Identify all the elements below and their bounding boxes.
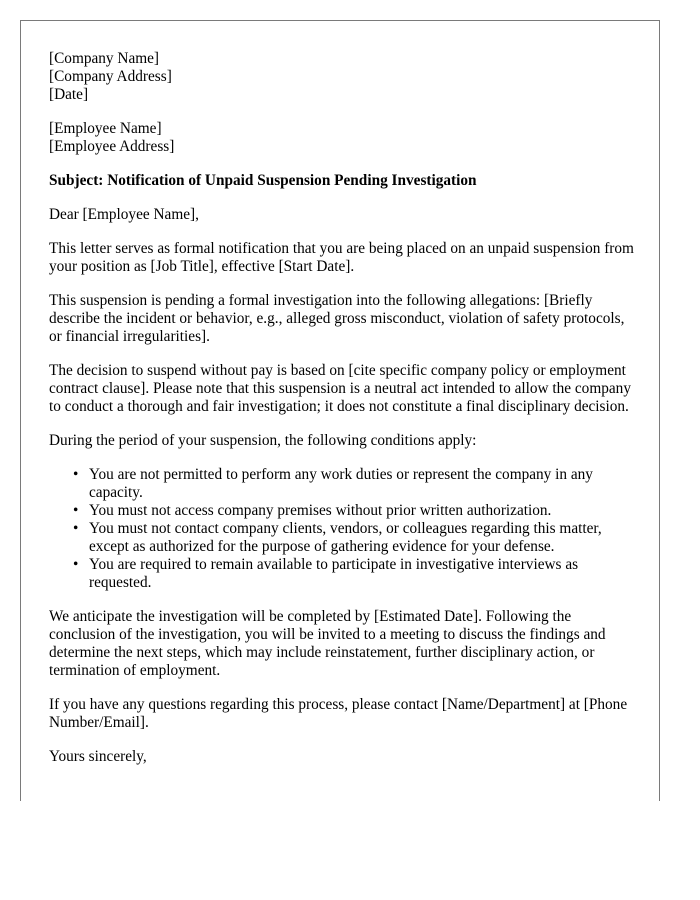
company-name: [Company Name] bbox=[49, 50, 160, 67]
paragraph-policy-basis: The decision to suspend without pay is based on [cite specific company policy or employment contract clause]. Please note that this suspension is a neutral act intended to allow the company to conduct a thorough and fair investigation; it does not constitute a final disciplinary decision. bbox=[49, 362, 631, 415]
letter-page bbox=[20, 20, 660, 801]
conditions-list bbox=[49, 466, 635, 592]
company-address: [Company Address] bbox=[49, 68, 172, 85]
paragraph-conditions-intro: During the period of your suspension, the following conditions apply: bbox=[49, 432, 477, 449]
recipient-block bbox=[49, 120, 635, 156]
employee-name: [Employee Name] bbox=[49, 120, 162, 137]
employee-address: [Employee Address] bbox=[49, 138, 175, 155]
list-item: • You must not contact company clients, vendors, or colleagues regarding this matter, except as authorized for the purpose of gathering evidence for your defense. bbox=[89, 520, 635, 556]
list-item: • You must not access company premises without prior written authorization. bbox=[89, 502, 635, 520]
subject-line: Subject: Notification of Unpaid Suspension Pending Investigation bbox=[49, 172, 477, 189]
paragraph-allegations: This suspension is pending a formal investigation into the following allegations: [Briefly describe the incident or behavior, e.g., alleged gross misconduct, violation of safety protocols, or financial irregularities]. bbox=[49, 292, 625, 345]
paragraph-notification: This letter serves as formal notification that you are being placed on an unpaid suspension from your position as [Job Title], effective [Start Date]. bbox=[49, 240, 634, 275]
sender-block bbox=[49, 50, 635, 104]
salutation: Dear [Employee Name], bbox=[49, 206, 199, 223]
letter-date: [Date] bbox=[49, 86, 89, 103]
closing: Yours sincerely, bbox=[49, 748, 147, 765]
list-item: • You are not permitted to perform any work duties or represent the company in any capacity. bbox=[89, 466, 635, 502]
list-item: • You are required to remain available to participate in investigative interviews as requested. bbox=[89, 556, 635, 592]
paragraph-next-steps: We anticipate the investigation will be completed by [Estimated Date]. Following the conclusion of the investigation, you will be invited to a meeting to discuss the findings and determine the next steps, which may include reinstatement, further disciplinary action, or termination of employment. bbox=[49, 608, 606, 679]
paragraph-contact: If you have any questions regarding this process, please contact [Name/Department] at [Phone Number/Email]. bbox=[49, 696, 628, 731]
letter-body bbox=[49, 50, 635, 766]
